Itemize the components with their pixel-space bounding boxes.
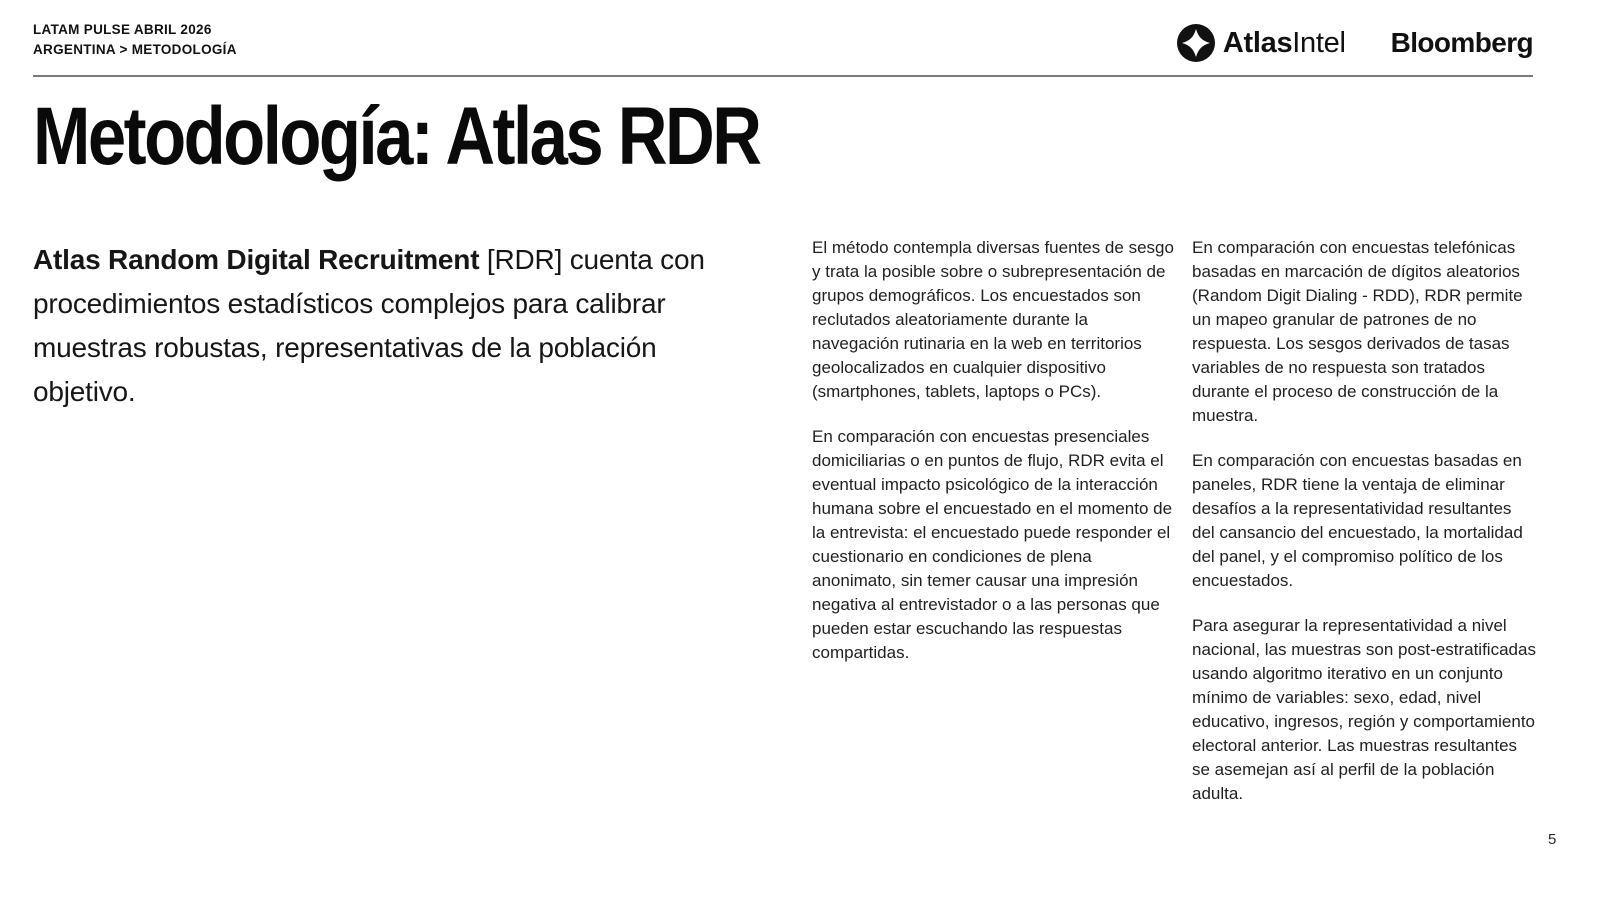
atlasintel-wordmark-bold: Atlas [1222,26,1293,59]
column-right [1192,236,1537,827]
atlasintel-logo [1177,24,1346,62]
kicker-line-section: ARGENTINA > METODOLOGÍA [33,42,237,57]
column-middle [812,236,1176,686]
paragraph-vs-panels: En comparación con encuestas basadas en paneles, RDR tiene la ventaja de eliminar desafíos a la representatividad resultantes del cansancio del encuestado, la mortalidad del panel, y el compromiso político de los encuestados. [1192,451,1523,590]
paragraph-vs-in-person: En comparación con encuestas presenciales domiciliarias o en puntos de flujo, RDR evita el eventual impacto psicológico de la interacción humana sobre el encuestado en el momento de la entrevista: el encuestado puede responder el cuestionario en condiciones de plena anonimato, sin temer causar una impresión negativa al entrevistador o a las personas que pueden estar escuchando las respuestas compartidas. [812,427,1173,662]
atlasintel-wordmark [1223,27,1346,60]
paragraph-method-sources: El método contempla diversas fuentes de sesgo y trata la posible sobre o subrepresentación de grupos demográficos. Los encuestados son reclutados aleatoriamente durante la navegación rutinaria en la web en territorios geolocalizados en cualquier dispositivo (smartphones, tablets, laptops o PCs). [812,238,1174,401]
paragraph-post-stratification: Para asegurar la representatividad a nivel nacional, las muestras son post-estratificadas usando algoritmo iterativo en un conjunto mínimo de variables: sexo, edad, nivel educativo, ingresos, región y comportamiento electoral anterior. Las muestras resultantes se asemejan así al perfil de la población adulta. [1192,616,1536,803]
page-title: Metodología: Atlas RDR [33,91,760,182]
intro-body: [RDR] cuenta con procedimientos estadísticos complejos para calibrar muestras robustas, representativas de la población objetivo. [33,244,705,407]
paragraph-vs-rdd: En comparación con encuestas telefónicas basadas en marcación de dígitos aleatorios (Random Digit Dialing - RDD), RDR permite un mapeo granular de patrones de no respuesta. Los sesgos derivados de tasas variables de no respuesta son tratados durante el proceso de construcción de la muestra. [1192,238,1523,425]
intro-paragraph [33,238,748,414]
page-number: 5 [1548,831,1557,848]
kicker-line-report: LATAM PULSE ABRIL 2026 [33,22,212,37]
header-divider [33,75,1533,77]
atlasintel-wordmark-regular: Intel [1292,26,1346,59]
intro-bold-lead: Atlas Random Digital Recruitment [33,244,480,275]
bloomberg-logo: Bloomberg [1390,27,1533,58]
logo-group [1177,24,1533,62]
compass-star-icon [1177,24,1215,62]
breadcrumb [33,20,237,60]
header [33,20,1533,62]
